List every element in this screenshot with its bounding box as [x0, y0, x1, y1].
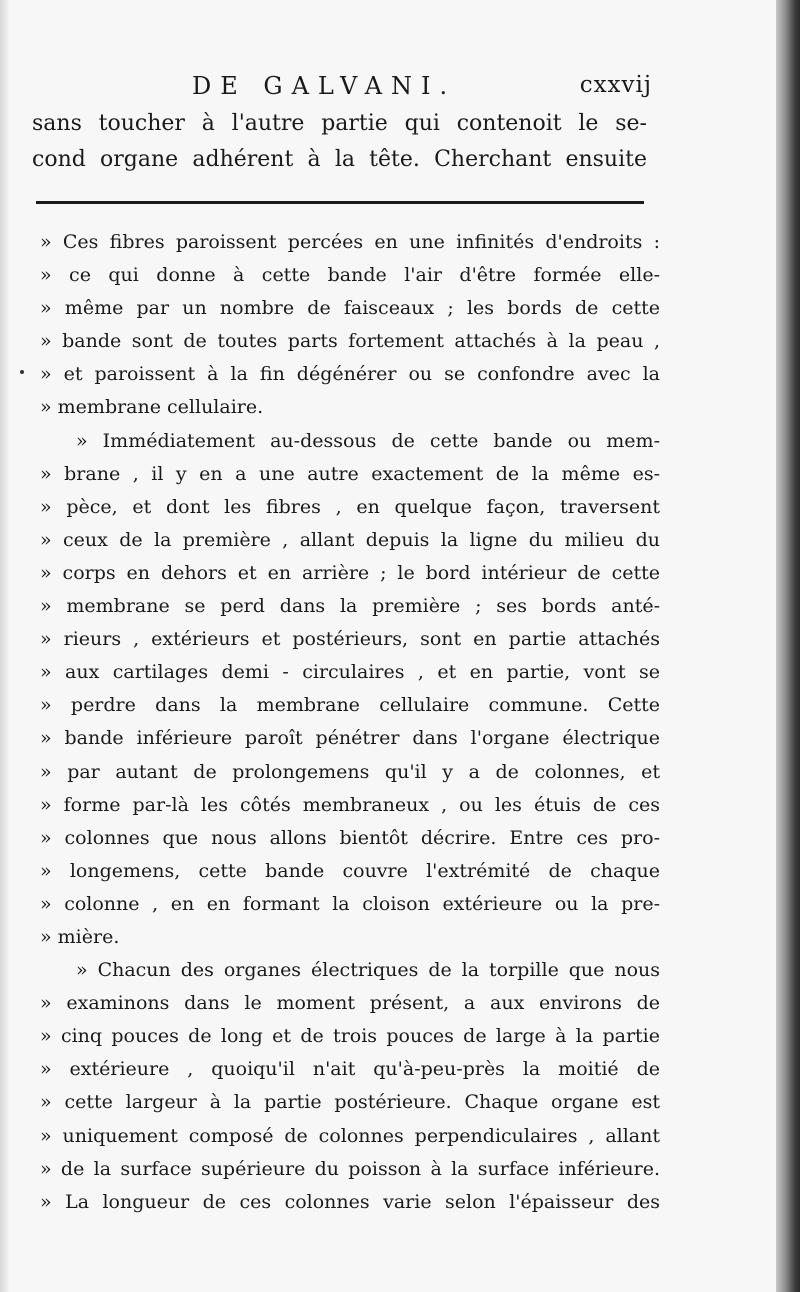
- footnote-line: » forme par-là les côtés membraneux , ou les étuis de ces: [40, 793, 660, 816]
- footnote-line: » uniquement composé de colonnes perpendiculaires , allant: [40, 1124, 660, 1147]
- footnote-line: » membrane se perd dans la première ; ses bords anté-: [40, 595, 660, 618]
- footnote-line: » extérieure , quoiqu'il n'ait qu'à-peu-près la moitié de: [40, 1058, 660, 1081]
- footnote-line: » examinons dans le moment présent, a aux environs de: [40, 992, 660, 1015]
- footnote-line: » longemens, cette bande couvre l'extrémité de chaque: [40, 859, 660, 882]
- footnote-line: » membrane cellulaire.: [40, 396, 264, 419]
- footnote-line: » rieurs , extérieurs et postérieurs, sont en partie attachés: [40, 628, 660, 651]
- footnote-line: » cette largeur à la partie postérieure. Chaque organe est: [40, 1091, 660, 1114]
- footnote-line: » ce qui donne à cette bande l'air d'être formée elle-: [40, 264, 660, 287]
- footnote: [40, 226, 660, 1219]
- footnote-line: » bande sont de toutes parts fortement attachés à la peau ,: [40, 330, 660, 353]
- footnote-line: » brane , il y en a une autre exactement de la même es-: [40, 462, 660, 485]
- page-number: cxxvij: [579, 72, 652, 98]
- footnote-line: » perdre dans la membrane cellulaire commune. Cette: [40, 694, 660, 717]
- main-text-line: sans toucher à l'autre partie qui contenoit le se-: [32, 111, 647, 136]
- footnote-line: » Immédiatement au-dessous de cette bande ou mem-: [76, 429, 660, 452]
- running-head: [32, 72, 652, 104]
- main-text-line: cond organe adhérent à la tête. Cherchant ensuite: [32, 147, 647, 172]
- footnote-line: » Chacun des organes électriques de la torpille que nous: [76, 959, 660, 982]
- footnote-line: » aux cartilages demi - circulaires , et en partie, vont se: [40, 661, 660, 684]
- running-title: DE GALVANI.: [192, 72, 457, 100]
- footnote-line: » et paroissent à la fin dégénérer ou se confondre avec la: [40, 363, 660, 386]
- margin-mark: [20, 370, 24, 374]
- footnote-line: » La longueur de ces colonnes varie selon l'épaisseur des: [40, 1190, 660, 1213]
- footnote-line: » de la surface supérieure du poisson à la surface inférieure.: [40, 1157, 660, 1180]
- footnote-line: » par autant de prolongemens qu'il y a de colonnes, et: [40, 760, 660, 783]
- footnote-line: » même par un nombre de faisceaux ; les bords de cette: [40, 297, 660, 320]
- page-edge-shadow: [0, 0, 10, 1292]
- footnote-line: » ceux de la première , allant depuis la ligne du milieu du: [40, 528, 660, 551]
- footnote-line: » colonnes que nous allons bientôt décrire. Entre ces pro-: [40, 826, 660, 849]
- book-binding-edge: [776, 0, 800, 1292]
- main-text: [32, 106, 647, 178]
- footnote-line: » pèce, et dont les fibres , en quelque façon, traversent: [40, 495, 660, 518]
- footnote-line: » bande inférieure paroît pénétrer dans l'organe électrique: [40, 727, 660, 750]
- footnote-line: » corps en dehors et en arrière ; le bord intérieur de cette: [40, 561, 660, 584]
- footnote-line: » cinq pouces de long et de trois pouces de large à la partie: [40, 1025, 660, 1048]
- footnote-line: » Ces fibres paroissent percées en une infinités d'endroits :: [40, 231, 660, 253]
- footnote-line: » mière.: [40, 925, 120, 948]
- footnote-line: » colonne , en en formant la cloison extérieure ou la pre-: [40, 892, 660, 915]
- footnote-separator-rule: [36, 201, 644, 204]
